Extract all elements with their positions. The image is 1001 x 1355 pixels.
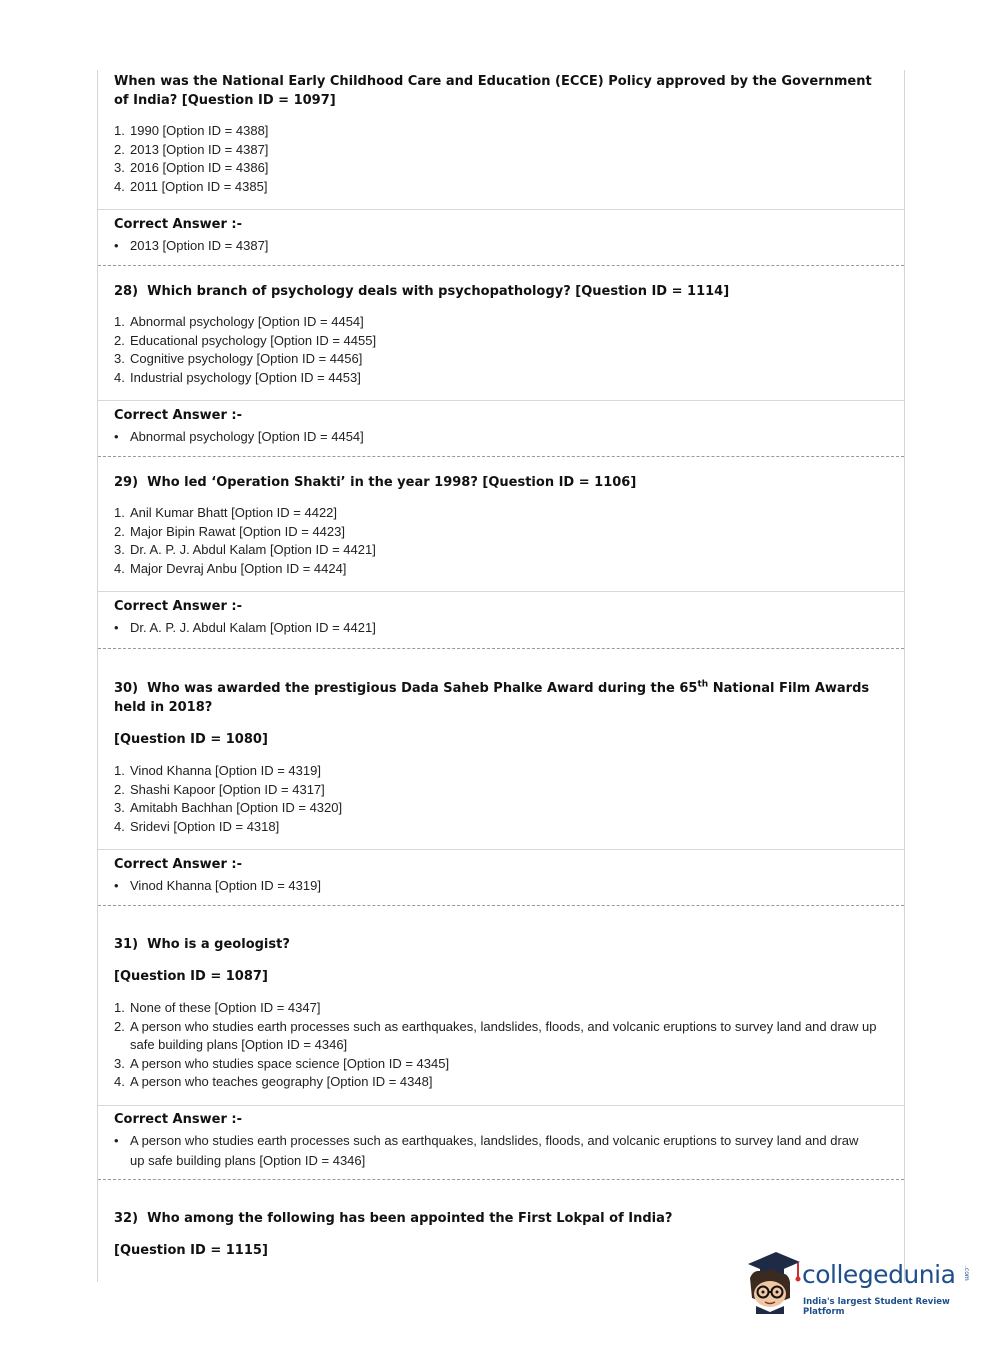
divider	[98, 1105, 904, 1106]
correct-answer: • 2013 [Option ID = 4387]	[114, 238, 269, 253]
option-item: 2. A person who studies earth processes such as earthquakes, landslides, floods, and volcanic eruptions to survey land and draw up safe building plans [Option ID = 4346]	[114, 1018, 877, 1053]
question-id: [Question ID = 1115]	[114, 1243, 268, 1258]
question-paper	[97, 70, 905, 1282]
question-number: 30)	[114, 681, 139, 696]
option-item: 1. None of these [Option ID = 4347]	[114, 1000, 321, 1015]
option-item: 2. Shashi Kapoor [Option ID = 4317]	[114, 781, 325, 797]
option-item: 2. Educational psychology [Option ID = 4455]	[114, 332, 377, 348]
question-text: 30) Who was awarded the prestigious Dada Saheb Phalke Award during the 65th National Film Awards held in 2018?	[114, 679, 870, 715]
option-item: 4. Sridevi [Option ID = 4318]	[114, 818, 280, 834]
question-number: 28)	[114, 284, 139, 299]
question-id: [Question ID = 1080]	[114, 732, 268, 747]
collegedunia-logo[interactable]	[742, 1246, 974, 1320]
options-list	[114, 762, 884, 836]
question-text: When was the National Early Childhood Care and Education (ECCE) Policy approved by the Government of India? [Question ID = 1097]	[114, 74, 872, 108]
question-text: 29) Who led ‘Operation Shakti’ in the year 1998? [Question ID = 1106]	[114, 475, 637, 490]
option-item: 4. Industrial psychology [Option ID = 4453]	[114, 369, 361, 385]
question-separator	[98, 456, 904, 457]
correct-answer-label: Correct Answer :-	[114, 1112, 242, 1127]
option-item: 4. Major Devraj Anbu [Option ID = 4424]	[114, 560, 347, 576]
question-separator	[98, 265, 904, 266]
option-item: 1. Vinod Khanna [Option ID = 4319]	[114, 763, 321, 778]
question-separator	[98, 648, 904, 649]
options-list	[114, 504, 884, 578]
option-item: 1. Abnormal psychology [Option ID = 4454]	[114, 314, 364, 329]
correct-answer-label: Correct Answer :-	[114, 217, 242, 232]
question-separator	[98, 1179, 904, 1180]
options-list	[114, 313, 884, 387]
option-item: 4. A person who teaches geography [Option ID = 4348]	[114, 1074, 433, 1090]
divider	[98, 400, 904, 401]
question-number: 31)	[114, 937, 139, 952]
option-item: 2. Major Bipin Rawat [Option ID = 4423]	[114, 523, 345, 539]
mascot-icon	[742, 1246, 804, 1320]
option-item: 3. 2016 [Option ID = 4386]	[114, 160, 269, 176]
logo-name: collegedunia	[802, 1260, 956, 1289]
correct-answer-label: Correct Answer :-	[114, 857, 242, 872]
option-item: 3. Cognitive psychology [Option ID = 4456]	[114, 351, 363, 367]
correct-answer: • Dr. A. P. J. Abdul Kalam [Option ID = 4421]	[114, 620, 376, 635]
question-text: 28) Which branch of psychology deals with psychopathology? [Question ID = 1114]	[114, 284, 730, 299]
option-item: 2. 2013 [Option ID = 4387]	[114, 141, 269, 157]
options-list	[114, 999, 884, 1092]
correct-answer-label: Correct Answer :-	[114, 408, 242, 423]
divider	[98, 849, 904, 850]
correct-answer: • Vinod Khanna [Option ID = 4319]	[114, 878, 321, 893]
question-id: [Question ID = 1087]	[114, 969, 268, 984]
divider	[98, 209, 904, 210]
question-number: 32)	[114, 1211, 139, 1226]
correct-answer-label: Correct Answer :-	[114, 599, 242, 614]
logo-tagline: India's largest Student Review Platform	[803, 1297, 950, 1317]
correct-answer: • Abnormal psychology [Option ID = 4454]	[114, 429, 364, 444]
option-item: 3. Dr. A. P. J. Abdul Kalam [Option ID = 4421]	[114, 542, 376, 558]
option-item: 4. 2011 [Option ID = 4385]	[114, 178, 268, 194]
option-item: 1. 1990 [Option ID = 4388]	[114, 123, 269, 138]
logo-domain-suffix: .com	[963, 1266, 970, 1281]
option-item: 1. Anil Kumar Bhatt [Option ID = 4422]	[114, 505, 338, 520]
question-number: 29)	[114, 475, 139, 490]
option-item: 3. Amitabh Bachhan [Option ID = 4320]	[114, 800, 343, 816]
question-text: 32) Who among the following has been appointed the First Lokpal of India?	[114, 1211, 673, 1226]
options-list	[114, 122, 884, 196]
question-separator	[98, 905, 904, 906]
question-text: 31) Who is a geologist?	[114, 937, 290, 952]
correct-answer: • A person who studies earth processes such as earthquakes, landslides, floods, and volcanic eruptions to survey land and draw up safe building plans [Option ID = 4346]	[114, 1133, 859, 1168]
divider	[98, 591, 904, 592]
option-item: 3. A person who studies space science [Option ID = 4345]	[114, 1055, 450, 1071]
